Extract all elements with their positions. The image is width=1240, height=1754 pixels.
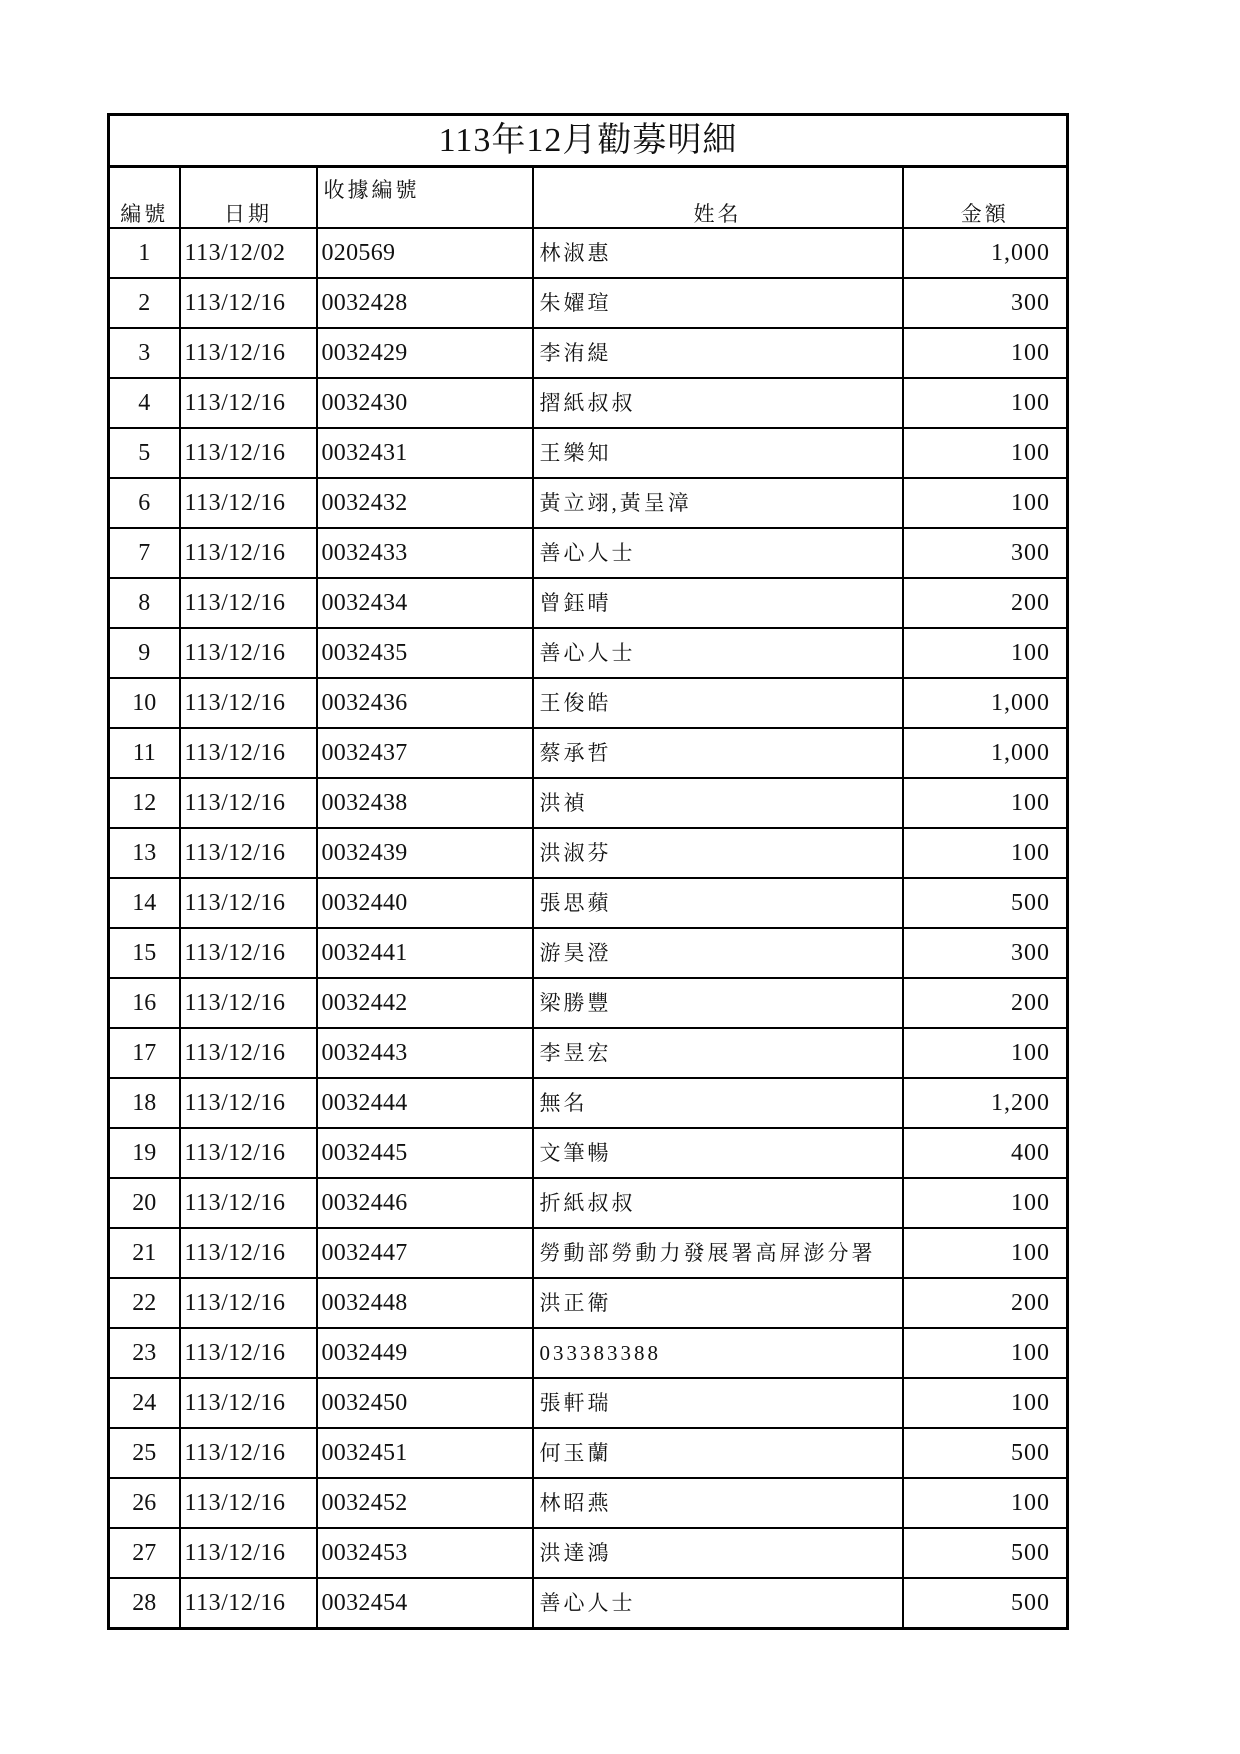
amount-cell: 300 bbox=[903, 928, 1068, 978]
table-row bbox=[109, 678, 1068, 728]
donor-name-cell: 洪淑芬 bbox=[533, 828, 903, 878]
donor-name-cell: 黃立翊,黃呈漳 bbox=[533, 478, 903, 528]
header-number: 編號 bbox=[109, 167, 180, 229]
receipt-number-cell: 0032434 bbox=[317, 578, 533, 628]
row-number-cell: 26 bbox=[109, 1478, 180, 1528]
donor-name-cell: 善心人士 bbox=[533, 1578, 903, 1629]
date-cell: 113/12/16 bbox=[180, 828, 317, 878]
table-row bbox=[109, 228, 1068, 278]
sheet-title: 113年12月勸募明細 bbox=[109, 115, 1068, 167]
donor-name-cell: 林昭燕 bbox=[533, 1478, 903, 1528]
amount-cell: 100 bbox=[903, 428, 1068, 478]
amount-cell: 100 bbox=[903, 1228, 1068, 1278]
date-cell: 113/12/16 bbox=[180, 628, 317, 678]
row-number-cell: 1 bbox=[109, 228, 180, 278]
amount-cell: 100 bbox=[903, 378, 1068, 428]
table-row bbox=[109, 1028, 1068, 1078]
row-number-cell: 12 bbox=[109, 778, 180, 828]
donor-name-cell: 洪達鴻 bbox=[533, 1528, 903, 1578]
row-number-cell: 23 bbox=[109, 1328, 180, 1378]
row-number-cell: 14 bbox=[109, 878, 180, 928]
receipt-number-cell: 0032431 bbox=[317, 428, 533, 478]
amount-cell: 100 bbox=[903, 1328, 1068, 1378]
date-cell: 113/12/16 bbox=[180, 1278, 317, 1328]
receipt-number-cell: 0032449 bbox=[317, 1328, 533, 1378]
table-row bbox=[109, 1278, 1068, 1328]
row-number-cell: 5 bbox=[109, 428, 180, 478]
date-cell: 113/12/16 bbox=[180, 1428, 317, 1478]
date-cell: 113/12/16 bbox=[180, 1328, 317, 1378]
date-cell: 113/12/16 bbox=[180, 278, 317, 328]
donation-detail-table bbox=[107, 113, 1069, 1630]
receipt-number-cell: 0032436 bbox=[317, 678, 533, 728]
table-row bbox=[109, 478, 1068, 528]
row-number-cell: 15 bbox=[109, 928, 180, 978]
row-number-cell: 10 bbox=[109, 678, 180, 728]
table-row bbox=[109, 1178, 1068, 1228]
table-row bbox=[109, 328, 1068, 378]
date-cell: 113/12/16 bbox=[180, 1478, 317, 1528]
donor-name-cell: 張軒瑞 bbox=[533, 1378, 903, 1428]
donor-name-cell: 王俊皓 bbox=[533, 678, 903, 728]
donor-name-cell: 張思蘋 bbox=[533, 878, 903, 928]
row-number-cell: 13 bbox=[109, 828, 180, 878]
row-number-cell: 4 bbox=[109, 378, 180, 428]
amount-cell: 1,000 bbox=[903, 228, 1068, 278]
amount-cell: 1,000 bbox=[903, 728, 1068, 778]
donor-name-cell: 游昊澄 bbox=[533, 928, 903, 978]
date-cell: 113/12/16 bbox=[180, 528, 317, 578]
amount-cell: 400 bbox=[903, 1128, 1068, 1178]
row-number-cell: 27 bbox=[109, 1528, 180, 1578]
row-number-cell: 28 bbox=[109, 1578, 180, 1629]
amount-cell: 200 bbox=[903, 978, 1068, 1028]
amount-cell: 100 bbox=[903, 328, 1068, 378]
table-row bbox=[109, 278, 1068, 328]
amount-cell: 100 bbox=[903, 628, 1068, 678]
receipt-number-cell: 0032440 bbox=[317, 878, 533, 928]
row-number-cell: 3 bbox=[109, 328, 180, 378]
amount-cell: 100 bbox=[903, 1178, 1068, 1228]
amount-cell: 300 bbox=[903, 528, 1068, 578]
receipt-number-cell: 020569 bbox=[317, 228, 533, 278]
table-row bbox=[109, 1328, 1068, 1378]
date-cell: 113/12/16 bbox=[180, 678, 317, 728]
date-cell: 113/12/16 bbox=[180, 1028, 317, 1078]
table-row bbox=[109, 578, 1068, 628]
date-cell: 113/12/16 bbox=[180, 1228, 317, 1278]
receipt-number-cell: 0032432 bbox=[317, 478, 533, 528]
row-number-cell: 16 bbox=[109, 978, 180, 1028]
date-cell: 113/12/16 bbox=[180, 1178, 317, 1228]
amount-cell: 100 bbox=[903, 1478, 1068, 1528]
donor-name-cell: 勞動部勞動力發展署高屏澎分署 bbox=[533, 1228, 903, 1278]
receipt-number-cell: 0032441 bbox=[317, 928, 533, 978]
table-row bbox=[109, 1078, 1068, 1128]
donor-name-cell: 王樂知 bbox=[533, 428, 903, 478]
table-body bbox=[109, 228, 1068, 1629]
table-row bbox=[109, 828, 1068, 878]
table-row bbox=[109, 528, 1068, 578]
amount-cell: 100 bbox=[903, 1028, 1068, 1078]
table-row bbox=[109, 1378, 1068, 1428]
amount-cell: 1,000 bbox=[903, 678, 1068, 728]
donor-name-cell: 林淑惠 bbox=[533, 228, 903, 278]
donor-name-cell: 梁勝豐 bbox=[533, 978, 903, 1028]
donor-name-cell: 洪正衛 bbox=[533, 1278, 903, 1328]
row-number-cell: 24 bbox=[109, 1378, 180, 1428]
receipt-number-cell: 0032453 bbox=[317, 1528, 533, 1578]
amount-cell: 100 bbox=[903, 778, 1068, 828]
donor-name-cell: 何玉蘭 bbox=[533, 1428, 903, 1478]
receipt-number-cell: 0032438 bbox=[317, 778, 533, 828]
title-row bbox=[109, 115, 1068, 167]
row-number-cell: 22 bbox=[109, 1278, 180, 1328]
receipt-number-cell: 0032446 bbox=[317, 1178, 533, 1228]
row-number-cell: 21 bbox=[109, 1228, 180, 1278]
receipt-number-cell: 0032452 bbox=[317, 1478, 533, 1528]
donor-name-cell: 折紙叔叔 bbox=[533, 1178, 903, 1228]
table-row bbox=[109, 1528, 1068, 1578]
receipt-number-cell: 0032433 bbox=[317, 528, 533, 578]
receipt-number-cell: 0032447 bbox=[317, 1228, 533, 1278]
row-number-cell: 17 bbox=[109, 1028, 180, 1078]
amount-cell: 500 bbox=[903, 1428, 1068, 1478]
receipt-number-cell: 0032428 bbox=[317, 278, 533, 328]
table-row bbox=[109, 778, 1068, 828]
amount-cell: 300 bbox=[903, 278, 1068, 328]
table-row bbox=[109, 1228, 1068, 1278]
date-cell: 113/12/16 bbox=[180, 778, 317, 828]
date-cell: 113/12/16 bbox=[180, 878, 317, 928]
donor-name-cell: 李洧緹 bbox=[533, 328, 903, 378]
table-row bbox=[109, 628, 1068, 678]
header-name: 姓名 bbox=[533, 167, 903, 229]
donor-name-cell: 洪禎 bbox=[533, 778, 903, 828]
amount-cell: 500 bbox=[903, 1578, 1068, 1629]
date-cell: 113/12/16 bbox=[180, 378, 317, 428]
date-cell: 113/12/16 bbox=[180, 478, 317, 528]
donor-name-cell: 朱嬥瑄 bbox=[533, 278, 903, 328]
date-cell: 113/12/16 bbox=[180, 1528, 317, 1578]
receipt-number-cell: 0032430 bbox=[317, 378, 533, 428]
row-number-cell: 7 bbox=[109, 528, 180, 578]
table-row bbox=[109, 878, 1068, 928]
row-number-cell: 11 bbox=[109, 728, 180, 778]
table-row bbox=[109, 928, 1068, 978]
date-cell: 113/12/16 bbox=[180, 578, 317, 628]
date-cell: 113/12/16 bbox=[180, 928, 317, 978]
receipt-number-cell: 0032442 bbox=[317, 978, 533, 1028]
amount-cell: 100 bbox=[903, 478, 1068, 528]
table-row bbox=[109, 1478, 1068, 1528]
receipt-number-cell: 0032451 bbox=[317, 1428, 533, 1478]
table-row bbox=[109, 978, 1068, 1028]
table-row bbox=[109, 1428, 1068, 1478]
amount-cell: 200 bbox=[903, 578, 1068, 628]
date-cell: 113/12/16 bbox=[180, 728, 317, 778]
amount-cell: 100 bbox=[903, 828, 1068, 878]
donor-name-cell: 善心人士 bbox=[533, 628, 903, 678]
row-number-cell: 19 bbox=[109, 1128, 180, 1178]
date-cell: 113/12/02 bbox=[180, 228, 317, 278]
row-number-cell: 18 bbox=[109, 1078, 180, 1128]
header-receipt-number: 收據編號 bbox=[317, 167, 533, 229]
row-number-cell: 2 bbox=[109, 278, 180, 328]
amount-cell: 200 bbox=[903, 1278, 1068, 1328]
donor-name-cell: 蔡承哲 bbox=[533, 728, 903, 778]
table-row bbox=[109, 428, 1068, 478]
row-number-cell: 8 bbox=[109, 578, 180, 628]
date-cell: 113/12/16 bbox=[180, 328, 317, 378]
header-date: 日期 bbox=[180, 167, 317, 229]
amount-cell: 1,200 bbox=[903, 1078, 1068, 1128]
receipt-number-cell: 0032439 bbox=[317, 828, 533, 878]
row-number-cell: 6 bbox=[109, 478, 180, 528]
amount-cell: 500 bbox=[903, 1528, 1068, 1578]
row-number-cell: 25 bbox=[109, 1428, 180, 1478]
row-number-cell: 9 bbox=[109, 628, 180, 678]
date-cell: 113/12/16 bbox=[180, 1578, 317, 1629]
table-row bbox=[109, 378, 1068, 428]
date-cell: 113/12/16 bbox=[180, 978, 317, 1028]
donor-name-cell: 摺紙叔叔 bbox=[533, 378, 903, 428]
header-amount: 金額 bbox=[903, 167, 1068, 229]
donor-name-cell: 文筆暢 bbox=[533, 1128, 903, 1178]
receipt-number-cell: 0032454 bbox=[317, 1578, 533, 1629]
table-row bbox=[109, 1578, 1068, 1629]
date-cell: 113/12/16 bbox=[180, 428, 317, 478]
donor-name-cell: 曾鈺晴 bbox=[533, 578, 903, 628]
date-cell: 113/12/16 bbox=[180, 1378, 317, 1428]
receipt-number-cell: 0032435 bbox=[317, 628, 533, 678]
receipt-number-cell: 0032444 bbox=[317, 1078, 533, 1128]
receipt-number-cell: 0032448 bbox=[317, 1278, 533, 1328]
receipt-number-cell: 0032445 bbox=[317, 1128, 533, 1178]
receipt-number-cell: 0032437 bbox=[317, 728, 533, 778]
row-number-cell: 20 bbox=[109, 1178, 180, 1228]
receipt-number-cell: 0032443 bbox=[317, 1028, 533, 1078]
amount-cell: 100 bbox=[903, 1378, 1068, 1428]
header-row bbox=[109, 167, 1068, 229]
donor-name-cell: 善心人士 bbox=[533, 528, 903, 578]
donor-name-cell: 033383388 bbox=[533, 1328, 903, 1378]
receipt-number-cell: 0032429 bbox=[317, 328, 533, 378]
table-row bbox=[109, 1128, 1068, 1178]
date-cell: 113/12/16 bbox=[180, 1128, 317, 1178]
donor-name-cell: 無名 bbox=[533, 1078, 903, 1128]
donor-name-cell: 李昱宏 bbox=[533, 1028, 903, 1078]
amount-cell: 500 bbox=[903, 878, 1068, 928]
table-row bbox=[109, 728, 1068, 778]
receipt-number-cell: 0032450 bbox=[317, 1378, 533, 1428]
date-cell: 113/12/16 bbox=[180, 1078, 317, 1128]
